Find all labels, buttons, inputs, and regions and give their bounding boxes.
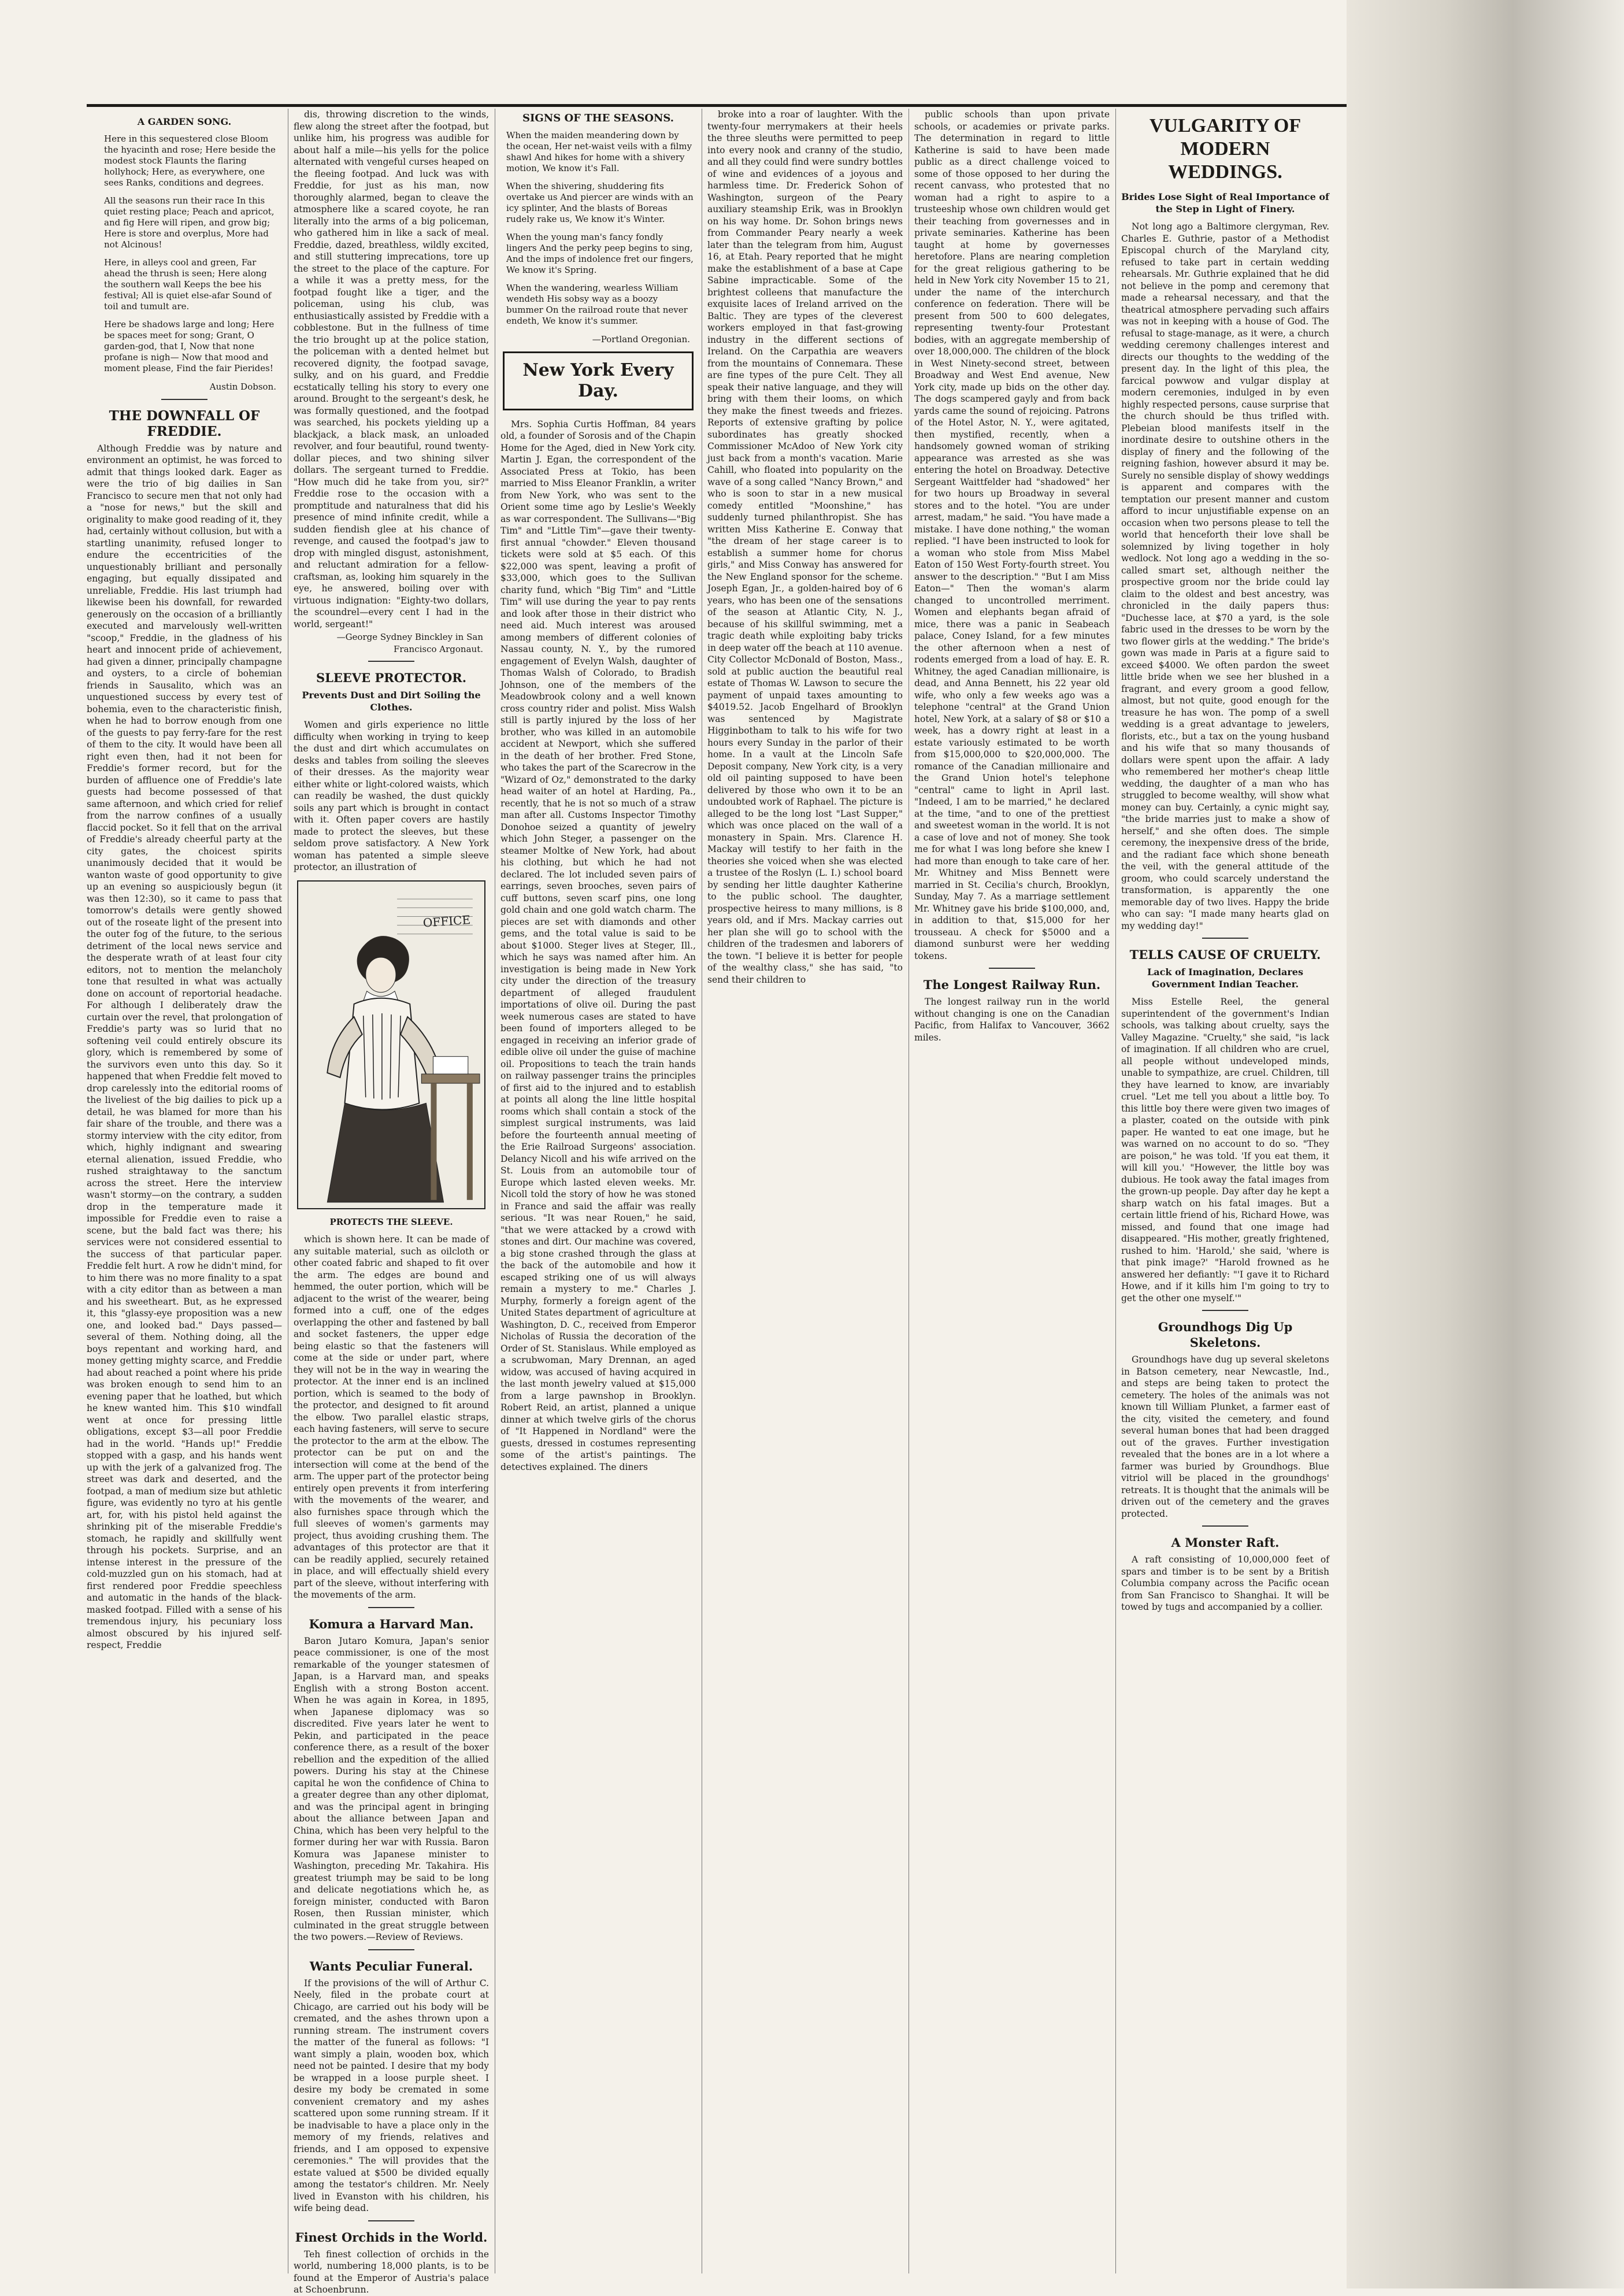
article-body: public schools than upon private schools, or academies or private parks. The determination in regard to little Katherine is said to have been made public as a direct challenge voiced to some of those opposed to her during the recent canvass, who protested that no woman had a right to aspire to a trusteeship whose own children would get their teaching from governesses and in private seminaries. Katherine has been taught at home by governesses heretofore. Plans are nearing completion for the great religious gathering to be held in New York city November 15 to 21, under the name of the interchurch conference on federation. There will be present from 500 to 600 delegates, representing twenty-four Protestant bodies, with an aggregate membership of over 18,000,000. The children of the block in West Ninety-second street, between Broadway and West End avenue, New York city, made up bids on the other day. The dogs scampered gayly and from back yards came the sound of rejoicing. Patrons of the Hotel Astor, N. Y., were agitated, then mystified, recently, when a handsomely gowned woman of striking appearance was arrested as she was entering the hotel on Broadway. Detective Sergeant Waittfelder had "shadowed" her for two hours up Broadway in several stores and to the hotel. "You are under arrest, madam," he said. "You have made a mistake. I have done nothing," the woman replied. "I have been instructed to look for a woman who stole from Miss Mabel Eaton of 150 West Forty-fourth street. You answer to the description." "But I am Miss Eaton—" Then the woman's alarm changed to uncontrolled merriment. Women and elephants began afraid of mice, there was a panic in Seabeach palace, Coney Island, for a few minutes the other afternoon when a nest of rodents emerged from a load of hay. E. R. Whitney, the aged Canadian millionaire, is dead, and Anna Bennett, his 22 year old wife, who only a few weeks ago was a telephone "central" at the Grand Union hotel, New York, at a salary of $8 or $10 a week, has a dowry right at least in a estate variously estimated to be worth from $15,000,000 to $20,000,000. The romance of the Canadian millionaire and the Grand Union hotel's telephone "central" came to light in April last. "Indeed, I am to be married," he declared at the time, "and to one of the prettiest and sweetest woman in the world. It is not a case of love and not of money. She took me for what I was long before she knew I had more than enough to take care of her. Mr. Whitney and Miss Bennett were married in St. Cecilia's church, Brooklyn, Sunday, May 7. As a marriage settlement Mr. Whitney gave his bride $100,000, and, in addition to that, $15,000 for her trousseau. A check for $5000 and a diamond sunburst were her wedding tokens. [914,109,1110,961]
woman-at-desk-illustration [298,882,484,1208]
poem-stanza: When the shivering, shuddering fits overtake us And piercer are winds with an icy splinter, And the blasts of Boreas rudely rake us, We know it's Winter. [506,181,694,224]
poem-stanza: Here in this sequestered close Bloom the hyacinth and rose; Here beside the modest stock Flaunts the flaring hollyhock; Here, as everywhere, one sees Ranks, conditions and degrees. [104,134,276,188]
garden-song-title: A GARDEN SONG. [137,116,232,127]
article-body: Groundhogs have dug up several skeletons in Batson cemetery, near Newcastle, Ind., and steps are being taken to protect the cemetery. The holes of the animals was not known till William Plunket, a farmer east of the city, visited the cemetery, and found several human bones that had been dragged out of the graves. Further investigation revealed that the bones are in a lot where a farmer was buried by Groundhogs. Blue vitriol will be placed in the groundhogs' retreats. It is thought that the animals will be driven out of the cemetery and the graves protected. [1121,1354,1329,1519]
divider [368,1949,414,1950]
divider [368,661,414,662]
poem-stanza: Here be shadows large and long; Here be spaces meet for song; Grant, O garden-god, that I, Now that none profane is nigh— Now that mood and moment please, Find the fair Pierides! [104,319,275,373]
column-5 [914,109,1110,2273]
article-body: Although Freddie was by nature and environment an optimist, he was forced to admit that things looked dark. Eager as were the trio of big dailies in San Francisco to secure men that not only had a "nose for news," but the skill and originality to make good reading of it, they had, certainly without collusion, but with a startling unanimity, refused longer to endure the eccentricities of the unquestionably brilliant and personally engaging, but equally dissipated and unreliable, Freddie. His last triumph had likewise been his downfall, for rewarded generously on the occasion of a brilliantly executed and marvelously well-written "scoop," Freddie, in the gladness of his heart and innocent pride of achievement, had given a dinner, principally champagne and oysters, to a circle of bohemian friends in Sausalito, which was an unquestioned success by every test of bohemia, even to the characteristic finish, when he had to borrow enough from one of the guests to pay ferry-fare for the rest of them to the city. It would have been all right even then, had it not been for Freddie's former record, but for the burden of affluence one of Freddie's late guests had become possessed of that same afternoon, and which cried for relief from the narrow confines of a usually flaccid pocket. So it fell that on the arrival of Freddie's already cheerful party at the city gates, the choicest spirits unanimously decided that it would be wanton waste of good opportunity to give up an evening so auspiciously begun (it was then 12:30), so it came to pass that tomorrow's details were gently showed out of the roseate light of the present into the outer fog of the future, to the serious detriment of the local news service and the desperate wrath of at least four city editors, not to mention the melancholy tone that resulted in what was actually done on account of reportorial headache. For although I deliberately draw the curtain over the revel, that prolongation of Freddie's party was so lurid that no softening veil could entirely obscure its glory, which is remembered by some of the survivors even unto this day. So it happened that when Freddie felt moved to drop carelessly into the editorial rooms of the liveliest of the big dailies to pick up a detail, he was blamed for more than his fair share of the trouble, and there was a stormy interview with the city editor, from which, highly indignant and swearing eternal alienation, issued Freddie, who rushed straightaway to the sanctum across the street. Here the interview wasn't stormy—on the contrary, a sudden drop in the temperature made it impossible for Freddie even to raise a scene, but the bald fact was there; his services were not considered essential to the success of that particular paper. Freddie felt hurt. A row he didn't mind, for to him there was no more finality to a spat with a city editor than as between a man and his sweetheart. But, as he expressed it, this "glassy-eye proposition was a new one, and looked bad." Days passed—several of them. Nothing doing, all the boys repentant and working hard, and money getting mighty scarce, and Freddie had about reached a point where his pride was broken enough to send him to an evening paper that he loathed, but which he knew wanted him. This $10 windfall went at once for pressing little obligations, except $3—all poor Freddie had in the world. "Hands up!" Freddie stopped with a gasp, and his hands went up with the jerk of a galvanized frog. The street was dark and deserted, and the footpad, a man of medium size but athletic figure, was evidently no tyro at his gentle art, for, with his pistol held against the shrinking pit of the miserable Freddie's stomach, he rapidly and skillfully went through his pockets. Surprise, and an intense interest in the pressure of the cold-muzzled gun on his stomach, had at first rendered poor Freddie speechless and automatic in the hands of the black-masked footpad. Filled with a sense of his tremendous injury, his pecuniary loss almost obscured by his injured self-respect, Freddie [87,443,282,1650]
article-source: —George Sydney Binckley in San Francisco Argonaut. [336,632,483,654]
column-4 [707,109,903,2273]
article-body: broke into a roar of laughter. With the twenty-four merrymakers at their heels the three sleuths were permitted to peep into every nook and cranny of the studio, and all they could find were sundry bottles of wine and evidences of a joyous and harmless time. Dr. Frederick Sohon of Washington, surgeon of the Peary auxiliary steamship Erik, was in Brooklyn on his way home. Dr. Sohon brings news from Commander Peary nearly a week later than the telegram from him, August 16, at Etah. Peary reported that he might make the establishment of a base at Cape Sabine impracticable. Some of the brightest colleens that manufacture the exquisite laces of Ireland arrived on the Baltic. They are types of the cleverest workers employed in that fast-growing industry in the different sections of Ireland. On the Carpathia are weavers from the mountains of Connemara. These are fine types of the pure Celt. They all speak their native language, and they will bring with them their looms, on which they make the finest tweeds and friezes. Reports of extensive grafting by police subordinates has greatly shocked Commissioner McAdoo of New York city just back from a month's vacation. Marie Cahill, who floated into popularity on the wave of a song called "Nancy Brown," and who is soon to star in a new musical comedy entitled "Moonshine," has suddenly turned philanthropist. She has written Miss Katherine E. Conway that "the dream of her stage career is to establish a summer home for chorus girls," and Miss Conway has answered for the New England sponsor for the scheme. Joseph Egan, Jr., a golden-haired boy of 6 years, who has been one of the sensations of the season at Atlantic City, N. J., because of his skillful swimming, met a tragic death while exploiting baby tricks in deep water off the beach at 110 avenue. City Collector McDonald of Boston, Mass., sold at public auction the beautiful real estate of Thomas W. Lawson to secure the payment of unpaid taxes amounting to $4019.52. Jacob Engelhard of Brooklyn was sentenced by Magistrate Higginbotham to talk to his wife for two hours every Sunday in the parlor of their home. In a vault at the Lincoln Safe Deposit company, New York city, is a very old oil painting supposed to have been delivered by those who own it to be an undoubted work of Raphael. The picture is alleged to be the long lost "Last Supper," which was once placed on the wall of a monastery in Spain. Mrs. Clarence H. Mackay will testify to her faith in the theories she voiced when she was elected a trustee of the Roslyn (L. I.) school board by sending her little daughter Katherine to the public school. The daughter, prospective heiress to many millions, is 8 years old, and if Mrs. Mackay carries out her plan she will go to school with the children of the tradesmen and laborers of the town. "I believe it is better for people of the wealthy class," she has said, "to send their children to [707,109,903,985]
article-body: A raft consisting of 10,000,000 feet of spars and timber is to be sent by a British Columbia company across the Pacific ocean from San Francisco to Shanghai. It will be towed by tugs and accompanied by a collier. [1121,1554,1329,1612]
figure-caption: PROTECTS THE SLEEVE. [329,1216,453,1227]
vulgarity-subtitle: Brides Lose Sight of Real Importance of the Step in Light of Finery. [1121,191,1329,214]
column-2 [294,109,489,2295]
column-1 [87,109,282,2273]
seasons-poem [500,130,696,327]
article-body: Mrs. Sophia Curtis Hoffman, 84 years old, a founder of Sorosis and of the Chapin Home for the Aged, died in New York city. Martin J. Egan, the correspondent of the Associated Press at Tokio, has been married to Miss Eleanor Franklin, a writer from New York, who was sent to the Orient some time ago by Leslie's Weekly as war correspondent. The Sullivans—"Big Tim" and "Little Tim"—gave their twenty-first annual "chowder." Eleven thousand tickets were sold at $5 each. Of this $22,000 was spent, leaving a profit of $33,000, which goes to the Sullivan charity fund, which "Big Tim" and "Little Tim" will use during the year to pay rents and look after those in their district who need aid. Much interest was aroused among members of different colonies of Nassau county, N. Y., by the rumored engagement of Evelyn Walsh, daughter of Thomas Walsh of Colorado, to Bradish Johnson, one of the members of the Meadowbrook colony and a well known cross country rider and polist. Miss Walsh still is partly injured by the loss of her brother, who was killed in an automobile accident at Newport, which she suffered in the death of her brother. Fred Stone, who takes the part of the Scarecrow in the "Wizard of Oz," demonstrated to the darky head waiter of an hotel at Harding, Pa., recently, that he is not so much of a straw man after all. Customs Inspector Timothy Donohoe seized a quantity of jewelry which John Steger, a passenger on the steamer Moltke of New York, had about his clothing, but which he had not declared. The lot included seven pairs of earrings, seven brooches, seven pairs of cuff buttons, seven scarf pins, one long gold chain and one gold watch charm. The pieces are set with diamonds and other gems, and the total value is said to be about $1000. Steger lives at Steger, Ill., which he says was named after him. An investigation is being made in New York city under the direction of the treasury department of alleged fraudulent importations of olive oil. During the past week numerous cases are stated to have been found of importers alleged to be engaged in receiving an inferior grade of edible olive oil under the guise of machine oil. Propositions to teach the train hands on railway passenger trains the principles of first aid to the injured and to establish at points all along the line little hospital rooms which shall contain a stock of the simplest surgical instruments, was laid before the fourteenth annual meeting of the Erie Railroad Surgeons' association. Delancy Nicoll and his wife arrived on the St. Louis from an automobile tour of Europe which lasted eleven weeks. Mr. Nicoll told the story of how he was stoned in France and said the affair was really serious. "It was near Rouen," he said, "that we were attacked by a crowd with stones and dirt. Our machine was covered, a big stone crashed through the glass at the back of the automobile and how it escaped striking one of us will always remain a mystery to me." Charles J. Murphy, formerly a foreign agent of the United States department of agriculture at Washington, D. C., received from Emperor Nicholas of Russia the decoration of the Order of St. Stanislaus. While employed as a scrubwoman, Mary Drennan, an aged widow, was accused of having acquired in the last month jewelry valued at $15,000 from a large pawnshop in Brooklyn. Robert Reid, an artist, planned a unique dinner at which twelve girls of the chorus of "It Happened in Nordland" were the guests, dressed in costumes representing some of the artist's paintings. The detectives explained. The diners [500,419,696,1472]
article-body: The longest railway run in the world without changing is one on the Canadian Pacific, from Halifax to Vancouver, 3662 miles. [914,997,1110,1043]
downfall-title: THE DOWNFALL OF FREDDIE. [109,408,260,439]
sleeve-title: SLEEVE PROTECTOR. [316,671,467,685]
seasons-title: SIGNS OF THE SEASONS. [522,112,674,124]
poem-stanza: All the seasons run their race In this quiet resting place; Peach and apricot, and fig Here will ripen, and grow big; Here is store and overplus, More had not Alcinous! [104,195,275,250]
office-sign: OFFICE [422,912,471,930]
vulgarity-title: VULGARITY OF MODERN WEDDINGS. [1149,115,1302,183]
divider [368,2220,414,2221]
sleeve-illustration [297,880,485,1209]
poem-stanza: When the young man's fancy fondly lingers And the perky peep begins to sing, And the imps of indolence fret our fingers, We know it's Spring. [506,232,694,275]
article-body: Miss Estelle Reel, the general superintendent of the government's Indian schools, was talking about cruelty, says the Valley Magazine. "Cruelty," she said, "is lack of imagination. If all children who are cruel, all people without undeveloped minds, unable to sympathize, are cruel. Children, till they have learned to know, are invariably cruel. "Let me tell you about a little boy. To this little boy there were given two images of a plaster, coated on the outside with pink paper. He wanted to eat one image, but he was warned on no account to do so. "They are poison," he was told. 'If you eat them, it will kill you.' "However, the little boy was dubious. He took away the fatal images from the grown-up people. Day after day he kept a sharp watch on his fatal images. But a certain little friend of his, Richard Howe, was missed, and found that one image had disappeared. "His mother, greatly frightened, rushed to him. 'Harold,' she said, 'where is that pink image?' "Harold frowned as he answered her defiantly: "'I gave it to Richard Howe, and if it kills him I'm going to try to get the other one myself.'" [1121,997,1329,1303]
column-6 [1121,109,1329,2273]
monster-raft-title: A Monster Raft. [1171,1535,1280,1550]
article-body: Women and girls experience no little difficulty when working in trying to keep the dust and dirt which accumulates on desks and tables from soiling the sleeves of their dresses. As the majority wear either white or light-colored waists, which can readily be washed, the dust quickly soils any part which is brought in contact with it. Often paper covers are hastily made to protect the sleeves, but these seldom prove satisfactory. A New York woman has patented a simple sleeve protector, an illustration of [294,720,489,872]
divider [1202,1525,1248,1527]
poem-stanza: When the wandering, wearless William wendeth His sobsy way as a boozy bummer On the railroad route that never endeth, We know it's summer. [506,283,688,326]
divider [161,399,207,400]
article-body: Not long ago a Baltimore clergyman, Rev. Charles E. Guthrie, pastor of a Methodist Episcopal church of the Maryland city, refused to take part in certain wedding rehearsals. Mr. Guthrie explained that he did not believe in the pomp and ceremony that made a rehearsal necessary, and that the theatrical atmosphere pervading such affairs was not in keeping with a house of God. The refusal to stage-manage, as it were, a church wedding ceremony challenges interest and directs our thoughts to the wedding of the present day. In the light of this plea, the farcical powwow and vulgar display at modern ceremonies, indulged in by even highly respected persons, cause surprise that the church should be thus trifled with. Plebeian blood manifests itself in the inordinate desire to outshine others in the display of finery and the following of the reigning fashion, however absurd it may be. Surely no sensible display of showy weddings is apparent and compares with the temptation our present manner and custom afford to incur unjustifiable expense on an occasion when two persons please to tell the world that henceforth their love shall be solemnized by living together in holy wedlock. Not long ago a wedding in the so-called smart set, although neither the prospective groom nor the bride could lay claim to the oldest and best ancestry, was chronicled in the daily papers thus: "Duchesse lace, at $70 a yard, is the sole fabric used in the dresses to be worn by the two flower girls at the wedding." The bride's gown was made in Paris at a figure said to exceed $4000. We often pardon the sweet little bride when we see her blushed in a fragrant, and every groom a good fellow, almost, but not quite, good enough for the treasure he has won. The pomp of a swell wedding is a great advantage to jewelers, florists, etc., but a tax on the young husband and his wife that so many thousands of dollars were spent upon the affair. A lady who remembered her mother's cheap little wedding, the daughter of a man who has struggled to become wealthy, will show what money can buy. Certainly, a cynic might say, "the bride marries just to make a show of herself," and she often does. The simple ceremony, the inexpensive dress of the bride, and the radiant face which shone beneath the veil, with the general attitude of the groom, who could scarcely understand the transformation, is apparently the one memorable day of two lives. Happy the bride who can say: "I made many hearts glad on my wedding day!" [1121,221,1329,931]
article-body: which is shown here. It can be made of any suitable material, such as oilcloth or other coated fabric and shaped to fit over the arm. The edges are bound and hemmed, the outer portion, which will be adjacent to the wrist of the wearer, being formed into a cuff, one of the edges overlapping the other and fastened by ball and socket fasteners, the upper edge being elastic so that the fasteners will come at the side or under part, where they will not be in the way in wearing the protector. At the inner end is an inclined portion, which is seamed to the body of the protector, and designed to fit around the elbow. Two parallel elastic straps, each having fasteners, will serve to secure the protector to the arm at the elbow. The protector can be put on and the intersection will come at the bend of the arm. The upper part of the protector being entirely open prevents it from interfering with the movements of the wearer, and also furnishes space through which the full sleeves of women's garments may project, thus avoiding crushing them. The advantages of this protector are that it can be readily applied, securely retained in place, and will effectually shield every part of the sleeve, without interfering with the movements of the arm. [294,1234,489,1600]
sleeve-subtitle: Prevents Dust and Dirt Soiling the Clothes. [302,690,481,713]
poem-author: Austin Dobson. [209,382,276,392]
column-3 [500,109,696,2273]
article-body: dis, throwing discretion to the winds, flew along the street after the footpad, but unlike him, his progress was audible for about half a mile—his yells for the police alternated with vengeful curses heaped on the fleeing footpad. And luck was with Freddie, for just as his man, now thoroughly alarmed, began to cleave the atmosphere like a scared coyote, he ran literally into the arms of a big policeman, who gathered him in like a sack of meal. Freddie, dazed, breathless, wildly excited, and still stuttering imprecations, tore up the street to the place of the capture. For a while it was a pretty mess, for the footpad fought like a tiger, and the policeman, using his club, was enthusiastically assisted by Freddie with a cobblestone. But in the fullness of time the trio brought up at the police station, the policeman with a dented helmet but recovered dignity, the footpad savage, sulky, and on his guard, and Freddie ecstatically telling his story to every one around. Brought to the sergeant's desk, he was formally questioned, and the footpad was searched, his pockets yielding up a blackjack, a black mask, an unloaded revolver, and four beautiful, round twenty-dollar pieces, and two shining silver dollars. The sergeant turned to Freddie. "How much did he take from you, sir?" Freddie rose to the occasion with a promptitude and naturalness that did his presence of mind infinite credit, while a sudden fiendish glee at his chance of revenge, and caused the footpad's jaw to drop with mingled disgust, astonishment, and reluctant admiration for a fellow-craftsman, as, looking him squarely in the eye, he answered, boiling over with virtuous indignation: "Eighty-two dollars, the scoundrel—every cent I had in the world, sergeant!" [294,109,489,629]
article-body: If the provisions of the will of Arthur C. Neely, filed in the probate court at Chicago, are carried out his body will be cremated, and the ashes thrown upon a running stream. The instrument covers the matter of the funeral as follows: "I want simply a plain, wooden box, which need not be painted. I desire that my body be wrapped in a loose purple sheet. I desire my body be cremated in some convenient crematory and my ashes scattered upon some running stream. If it be inadvisable to have a place only in the memory of my friends, relatives and friends, and I am opposed to expensive ceremonies." The will provides that the estate valued at $500 be divided equally among the testator's children. Mr. Neely lived in Evanston with his children, his wife being dead. [294,1977,489,2213]
funeral-title: Wants Peculiar Funeral. [309,1958,473,1973]
divider [1202,938,1248,939]
orchids-title: Finest Orchids in the World. [295,2230,488,2245]
poem-stanza: Here, in alleys cool and green, Far ahead the thrush is seen; Here along the southern wall Keeps the bee his festival; All is quiet else-afar Sound of toil and tumult are. [104,257,272,312]
garden-song-poem [87,134,282,374]
newspaper-page [87,109,1530,2295]
article-body: Teh finest collection of orchids in the world, numbering 18,000 plants, is to be found at the Emperor of Austria's palace at Schoenbrunn. [294,2249,489,2295]
railway-title: The Longest Railway Run. [923,977,1101,992]
cruelty-subtitle: Lack of Imagination, Declares Government Indian Teacher. [1147,966,1303,990]
cruelty-title: TELLS CAUSE OF CRUELTY. [1129,947,1321,962]
komura-title: Komura a Harvard Man. [309,1616,474,1631]
new-york-every-day-box: New York Every Day. [503,351,694,410]
column-rule [1115,109,1116,2273]
masthead-rule [87,104,1530,107]
divider [368,1607,414,1608]
poem-stanza: When the maiden meandering down by the ocean, Her net-waist veils with a filmy shawl And hikes for home with a shivery motion, We know it's Fall. [506,130,692,173]
divider [989,968,1035,969]
page-gutter-shadow [1347,0,1624,2288]
groundhogs-title: Groundhogs Dig Up Skeletons. [1158,1320,1293,1350]
article-body: Baron Jutaro Komura, Japan's senior peace commissioner, is one of the most remarkable of the younger statesmen of Japan, is a Harvard man, and speaks English with a strong Boston accent. When he was again in Korea, in 1895, when Japanese diplomacy was so discredited. Five years later he went to Pekin, and participated in the peace conference there, as a result of the boxer rebellion and the expedition of the allied powers. During his stay at the Chinese capital he won the confidence of China to a greater degree than any other diplomat, and was the principal agent in bringing about the alliance between Japan and China, which has been very helpful to the former during her war with Russia. Baron Komura was Japanese minister to Washington, preceding Mr. Takahira. His greatest triumph may be said to be long and delicate negotiations which he, as foreign minister, conducted with Baron Rosen, then Russian minister, which culminated in the great struggle between the two powers.—Review of Reviews. [294,1635,489,1942]
poem-source: —Portland Oregonian. [592,334,690,345]
divider [1202,1310,1248,1311]
